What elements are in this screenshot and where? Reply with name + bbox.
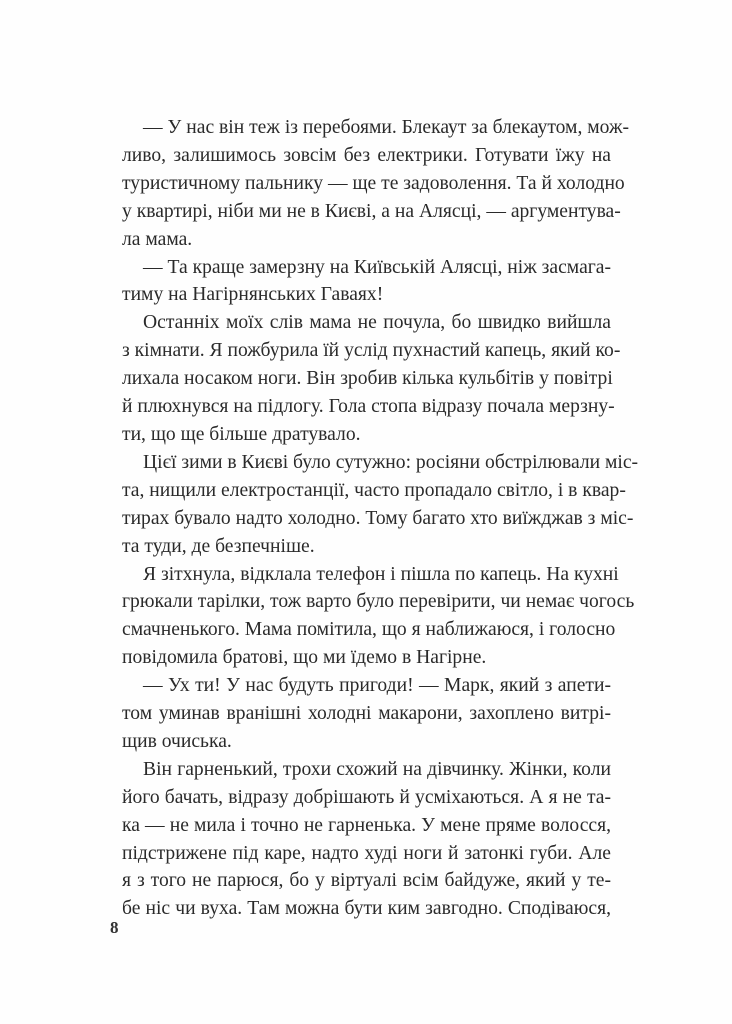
paragraph xyxy=(122,561,635,673)
paragraph xyxy=(122,309,621,449)
text-line: та туди, де безпечніше. xyxy=(122,535,315,557)
text-line: том уминав вранішні холодні макарони, захоплено витрі- xyxy=(122,703,611,725)
text-line: ливо, залишимось зовсім без електрики. Готувати їжу на xyxy=(122,144,611,166)
text-line: тиму на Нагірнянських Гаваях! xyxy=(122,284,384,306)
text-line: смачненького. Мама помітила, що я наближаюся, і голосно xyxy=(122,619,616,641)
text-line: я з того не парюся, бо у віртуалі всім байдуже, який у те- xyxy=(122,870,611,892)
paragraph xyxy=(122,756,611,923)
text-line: щив очиська. xyxy=(122,730,232,752)
text-line: Він гарненький, трохи схожий на дівчинку. Жінки, коли xyxy=(143,758,611,780)
text-line: бе ніс чи вуха. Там можна бути ким завгодно. Сподіваюся, xyxy=(122,898,611,920)
page-number: 8 xyxy=(110,918,119,937)
text-line: — Ух ти! У нас будуть пригоди! — Марк, який з апети- xyxy=(143,675,611,697)
text-line: повідомила братові, що ми їдемо в Нагірне. xyxy=(122,647,487,669)
text-line: Останніх моїх слів мама не почула, бо швидко вийшла xyxy=(143,312,611,334)
text-line: у квартирі, ніби ми не в Києві, а на Алясці, — аргументува- xyxy=(122,200,621,222)
text-line: туристичному пальнику — ще те задоволення. Та й холодно xyxy=(122,172,625,194)
body-text xyxy=(122,114,639,923)
text-line: Я зітхнула, відклала телефон і пішла по капець. На кухні xyxy=(143,563,619,585)
paragraph xyxy=(122,672,611,756)
text-line: й плюхнувся на підлогу. Гола стопа відразу почала мерзну- xyxy=(122,396,615,418)
text-line: та, нищили електростанції, часто пропадало світло, і в квар- xyxy=(122,479,626,501)
text-line: — У нас він теж із перебоями. Блекаут за блекаутом, мож- xyxy=(143,117,630,138)
text-line: Цієї зими в Києві було сутужно: росіяни обстрілювали міс- xyxy=(143,451,639,473)
text-line: ка — не мила і точно не гарненька. У мене пряме волосся, xyxy=(122,814,611,836)
text-line: тирах бувало надто холодно. Тому багато хто виїжджав з міс- xyxy=(122,507,634,529)
text-line: його бачать, відразу добрішають й усміхаються. А я не та- xyxy=(122,786,611,808)
paragraph xyxy=(122,114,630,254)
text-line: лихала носаком ноги. Він зробив кілька кульбітів у повітрі xyxy=(122,368,613,390)
text-line: ла мама. xyxy=(122,228,193,250)
text-line: ти, що ще більше дратувало. xyxy=(122,423,361,445)
text-line: підстрижене під каре, надто худі ноги й затонкі губи. Але xyxy=(122,842,611,864)
text-line: грюкали тарілки, тож варто було перевірити, чи немає чогось xyxy=(122,591,635,613)
text-line: з кімнати. Я пожбурила їй услід пухнастий капець, який ко- xyxy=(122,340,621,362)
text-line: — Та краще замерзну на Київській Алясці, ніж засмага- xyxy=(143,256,612,278)
paragraph xyxy=(122,449,639,561)
paragraph xyxy=(122,254,611,310)
